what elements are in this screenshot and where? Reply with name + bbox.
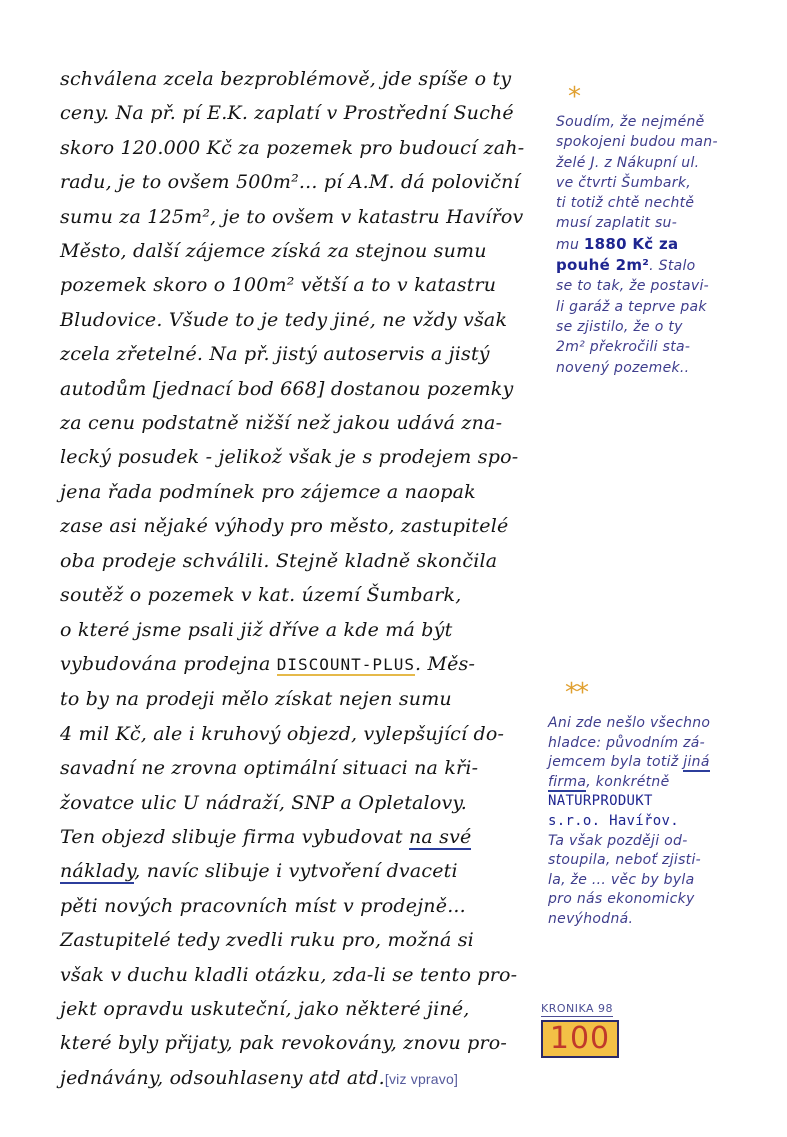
text-line: o které jsme psali již dříve a kde má být: [60, 618, 453, 641]
note-line: se zjistilo, že o ty: [556, 318, 683, 335]
note-line: [548, 773, 768, 793]
text-line: savadní ne zrovna optimální situaci na kři-: [60, 757, 479, 780]
text-line: [60, 820, 538, 854]
text-line: ceny. Na př. pí E.K. zaplatí v Prostřední Suché: [60, 102, 514, 125]
note-line: spokojeni budou man-: [556, 134, 718, 151]
side-note-1: [556, 112, 766, 378]
note-line: 2m² překročili sta-: [556, 339, 691, 356]
text-line: [60, 1061, 538, 1096]
note-line: novený pozemek..: [556, 359, 690, 376]
text-line: autodům [jednací bod 668] dostanou pozemky: [60, 377, 514, 400]
text-line: jena řada podmínek pro zájemce a naopak: [60, 480, 476, 503]
text-line: skoro 120.000 Kč za pozemek pro budoucí zah-: [60, 136, 525, 159]
underlined-text: náklady: [60, 860, 135, 883]
text-line: soutěž o pozemek v kat. území Šumbark,: [60, 584, 462, 607]
text-line: pěti nových pracovních míst v prodejně...: [60, 894, 466, 917]
text-segment: , navíc slibuje i vytvoření dvaceti: [134, 860, 458, 883]
note-segment: jemcem byla totiž: [548, 754, 684, 771]
amount-highlight: 1880 Kč za: [583, 234, 679, 253]
note-line: stoupila, neboť zjisti-: [548, 852, 701, 869]
text-line: [60, 647, 538, 682]
side-note-2: [548, 714, 768, 930]
note-line: [556, 234, 766, 255]
text-line: však v duchu kladli otázku, zda-li se tento pro-: [60, 963, 518, 986]
note-segment: . Stalo: [649, 258, 696, 275]
text-line: zase asi nějaké výhody pro město, zastupitelé: [60, 515, 509, 538]
main-text: [60, 62, 538, 1096]
text-line: pozemek skoro o 100m² větší a to v katastru: [60, 274, 497, 297]
store-name: DISCOUNT-PLUS: [276, 654, 415, 674]
note-line: musí zaplatit su-: [556, 215, 678, 232]
text-line: sumu za 125m², je to ovšem v katastru Havířov: [60, 205, 524, 228]
text-line: oba prodeje schválili. Stejně kladně skončila: [60, 549, 498, 572]
company-city: s.r.o. Havířov.: [548, 812, 679, 829]
text-line: 4 mil Kč, ale i kruhový objezd, vylepšující do-: [60, 722, 505, 745]
text-line: Zastupitelé tedy zvedli ruku pro, možná si: [60, 929, 474, 952]
text-line: radu, je to ovšem 500m²... pí A.M. dá poloviční: [60, 171, 520, 194]
see-right-reference: [viz vpravo]: [384, 1070, 459, 1087]
note-line: Soudím, že nejméně: [556, 114, 705, 130]
text-line: za cenu podstatně nižší než jakou udává zna-: [60, 412, 503, 435]
underlined-text: jiná: [683, 754, 710, 771]
text-line: žovatce ulic U nádraží, SNP a Opletalovy.: [60, 791, 468, 814]
text-line: lecký posudek - jelikož však je s prodejem spo-: [60, 446, 519, 469]
chronicle-label: KRONIKA 98: [541, 1002, 614, 1015]
asterisk-icon: *: [568, 82, 581, 112]
text-line: to by na prodeji mělo získat nejen sumu: [60, 688, 452, 711]
text-segment: jednávány, odsouhlaseny atd atd.: [60, 1066, 385, 1089]
page-number: 100: [549, 1021, 611, 1056]
note-line: la, že ... věc by byla: [548, 871, 695, 888]
text-line: které byly přijaty, pak revokovány, znovu pro-: [60, 1032, 508, 1055]
note-line: hladce: původním zá-: [548, 734, 706, 751]
page-number-box: [541, 1020, 619, 1058]
double-asterisk-icon: **: [565, 678, 587, 708]
text-line: schválena zcela bezproblémově, jde spíše o ty: [60, 68, 512, 90]
note-line: nevýhodná.: [548, 910, 634, 927]
note-line: se to tak, že postavi-: [556, 278, 709, 295]
text-segment: . Měs-: [414, 652, 476, 675]
note-line: ti totiž chtě nechtě: [556, 195, 695, 212]
underlined-text: na své: [408, 825, 472, 848]
note-line: Ani zde nešlo všechno: [548, 715, 711, 731]
text-segment: vybudována prodejna: [60, 652, 277, 675]
note-line: Ta však později od-: [548, 832, 688, 849]
text-line: Bludovice. Všude to je tedy jiné, ne vždy však: [60, 308, 508, 331]
note-line: ve čtvrti Šumbark,: [556, 174, 691, 191]
note-line: [548, 753, 768, 773]
note-line: pro nás ekonomicky: [548, 891, 695, 908]
text-line: zcela zřetelné. Na př. jistý autoservis a jistý: [60, 343, 490, 366]
underlined-text: firma: [548, 773, 587, 790]
note-line: [556, 255, 766, 276]
text-line: jekt opravdu uskuteční, jako některé jiné,: [60, 997, 470, 1020]
amount-highlight: pouhé 2m²: [556, 256, 650, 275]
text-line: Město, další zájemce získá za stejnou sumu: [60, 240, 487, 263]
note-segment: , konkrétně: [586, 773, 670, 790]
text-segment: Ten objezd slibuje firma vybudovat: [60, 825, 409, 848]
text-line: [60, 854, 538, 888]
note-segment: mu: [556, 236, 584, 253]
company-name: NATURPRODUKT: [548, 793, 653, 810]
note-line: želé J. z Nákupní ul.: [556, 154, 700, 171]
note-line: li garáž a teprve pak: [556, 298, 707, 315]
